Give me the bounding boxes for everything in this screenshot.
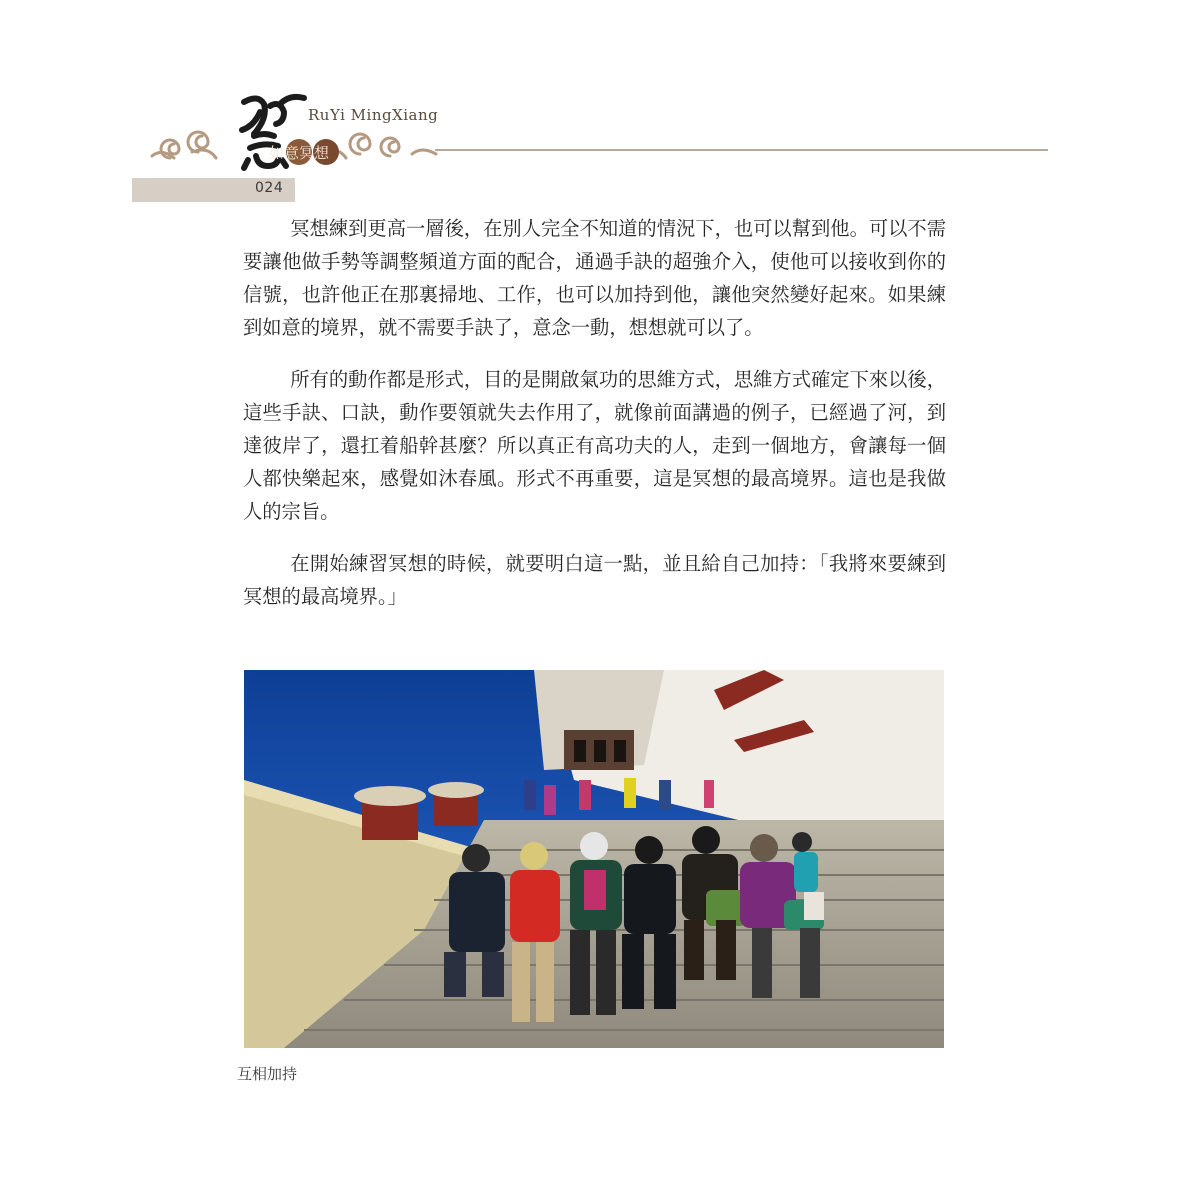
logo-char-3: 如意冥想 (268, 144, 330, 162)
page-number: 024 (255, 180, 284, 196)
header-rule (435, 149, 1048, 151)
photo-caption: 互相加持 (237, 1065, 298, 1083)
body-text (243, 212, 946, 632)
ruyi-mingxiang-logo (234, 86, 354, 176)
paragraph: 所有的動作都是形式，目的是開啟氣功的思維方式，思維方式確定下來以後，這些手訣、口訣，動作要領就失去作用了，就像前面講過的例子，已經過了河，到達彼岸了，還扛着船幹甚麼？所以真正有高功夫的人，走到一個地方，會讓每一個人都快樂起來，感覺如沐春風。形式不再重要，這是冥想的最高境界。這也是我做人的宗旨。 (243, 368, 946, 523)
paragraph: 冥想練到更高一層後，在別人完全不知道的情況下，也可以幫到他。可以不需要讓他做手勢等調整頻道方面的配合，通過手訣的超強介入，使他可以接收到你的信號，也許他正在那裏掃地、工作，也可以加持到他，讓他突然變好起來。如果練到如意的境界，就不需要手訣了，意念一動，想想就可以了。 (243, 217, 946, 339)
logo-latin-text: RuYi MingXiang (308, 106, 439, 124)
group-photo (244, 670, 944, 1048)
palace-steps-photo-icon (244, 670, 944, 1048)
paragraph: 在開始練習冥想的時候，就要明白這一點，並且給自己加持：「我將來要練到冥想的最高境界。」 (243, 552, 946, 608)
